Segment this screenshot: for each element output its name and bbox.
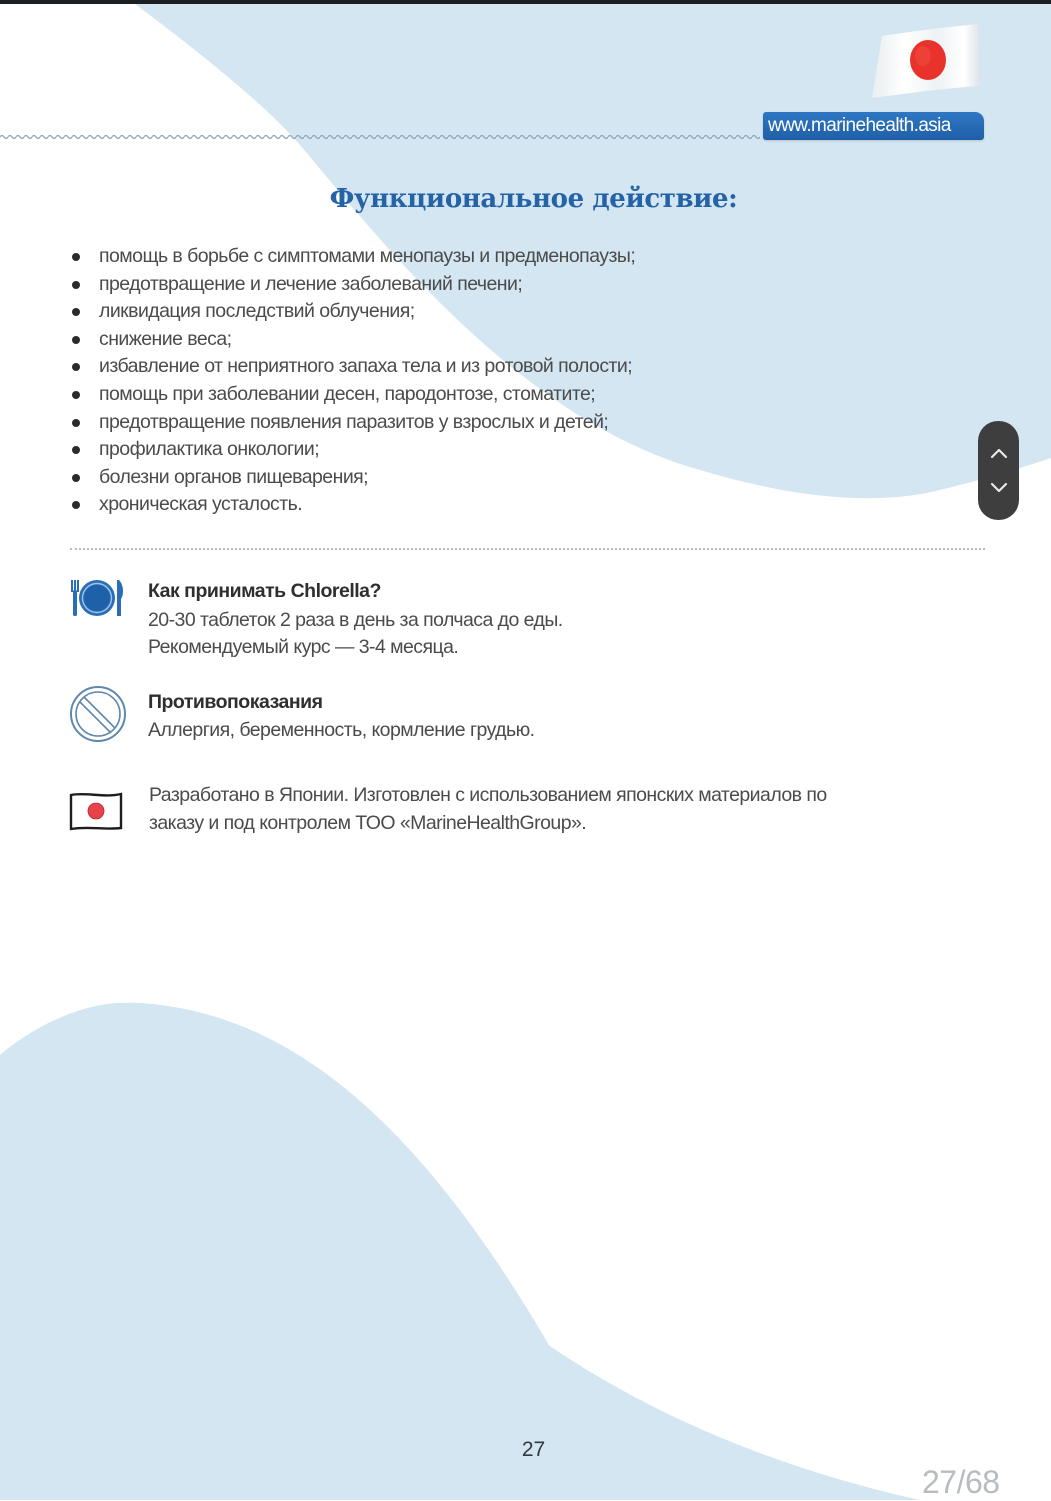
list-item [70,326,635,354]
plate-cutlery-icon [68,577,126,619]
bullet-icon [72,501,80,509]
bullet-icon [72,253,80,261]
list-item [70,271,635,299]
wavy-divider [0,132,760,142]
page-counter: 27/68 [922,1464,1000,1500]
japan-flag-icon [68,790,124,832]
list-item [70,436,635,464]
contraindications-title: Противопоказания [148,691,323,713]
list-item-text: помощь при заболевании десен, пародонтозе, стоматите; [99,382,596,405]
list-item [70,298,635,326]
list-item-text: профилактика онкологии; [99,438,320,461]
list-item-text: снижение веса; [99,327,232,350]
page-scroll-control [978,421,1019,520]
page-number [0,1438,1051,1462]
bullet-icon [72,419,80,427]
page-number-text: 27 [521,1438,546,1461]
section-title [0,184,1051,214]
chevron-down-icon [990,482,1008,494]
list-item-text: болезни органов пищеварения; [99,465,369,488]
prohibited-icon [68,684,128,744]
list-item [70,491,635,519]
bullet-icon [72,474,80,482]
list-item-text: предотвращение и лечение заболеваний печени; [99,272,523,295]
dotted-divider [70,548,985,550]
list-item-text: ликвидация последствий облучения; [99,300,415,323]
function-list [70,243,635,519]
list-item [70,243,635,271]
list-item-text: помощь в борьбе с симптомами менопаузы и предменопаузы; [99,245,636,267]
bullet-icon [72,363,80,371]
list-item-text: предотвращение появления паразитов у взрослых и детей; [99,410,609,433]
list-item [70,409,635,437]
list-item [70,353,635,381]
website-url-badge[interactable]: www.marinehealth.asia [763,112,984,140]
scroll-up-button[interactable] [978,433,1019,473]
list-item-text: хроническая усталость. [99,493,303,516]
bullet-icon [72,281,80,289]
list-item-text: избавление от неприятного запаха тела и из ротовой полости; [99,355,633,378]
origin-text-line-1: Разработано в Японии. Изготовлен с использованием японских материалов по [149,784,827,806]
list-item [70,381,635,409]
list-item [70,464,635,492]
contraindications-text: Аллергия, беременность, кормление грудью. [148,719,535,741]
bullet-icon [72,308,80,316]
japan-flag-icon [868,22,986,100]
bullet-icon [72,446,80,454]
usage-text-line-2: Рекомендуемый курс — 3-4 месяца. [148,636,459,658]
section-title-text: Функциональное действие: [329,184,738,214]
usage-text-line-1: 20-30 таблеток 2 раза в день за полчаса до еды. [148,609,563,631]
origin-text-line-2: заказу и под контролем ТОО «MarineHealthGroup». [149,812,587,834]
scroll-down-button[interactable] [978,468,1019,508]
chevron-up-icon [990,447,1008,459]
usage-title: Как принимать Chlorella? [148,580,381,602]
bullet-icon [72,336,80,344]
bullet-icon [72,391,80,399]
